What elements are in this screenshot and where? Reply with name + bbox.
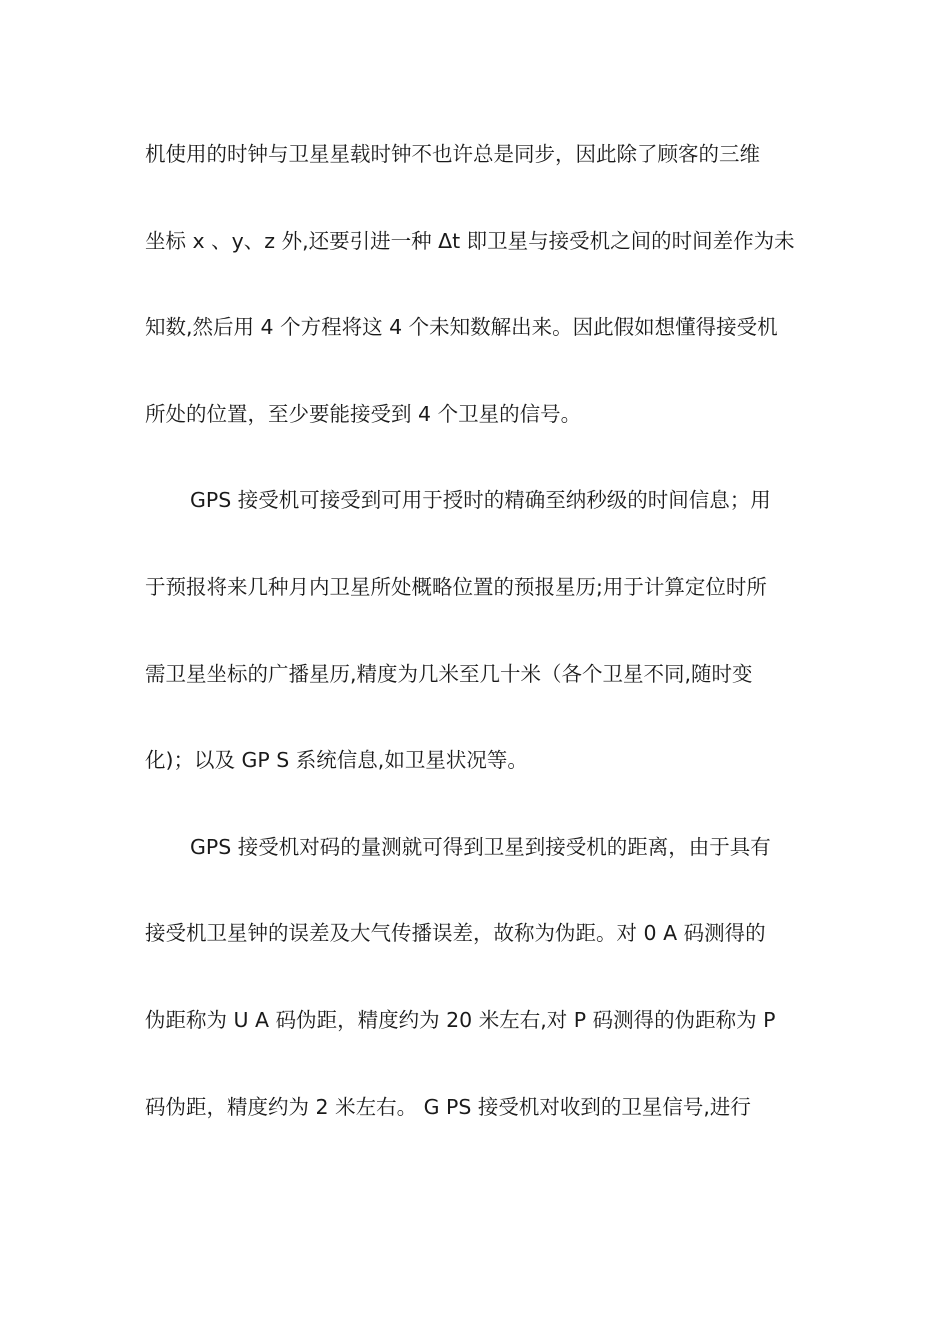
text-line: 机使用的时钟与卫星星载时钟不也许总是同步，因此除了顾客的三维 [145, 142, 760, 166]
text-line: 知数,然后用 4 个方程将这 4 个未知数解出来。因此假如想懂得接受机 [145, 315, 778, 340]
text-line: 接受机卫星钟的误差及大气传播误差，故称为伪距。对 0 A 码测得的 [145, 921, 766, 946]
text-line: 码伪距，精度约为 2 米左右。 G PS 接受机对收到的卫星信号,进行 [145, 1094, 751, 1119]
text-line: 需卫星坐标的广播星历,精度为几米至几十米（各个卫星不同,随时变 [145, 661, 753, 686]
paragraph-first-line: GPS 接受机可接受到可用于授时的精确至纳秒级的时间信息；用 [190, 488, 771, 513]
body-text [145, 133, 835, 1172]
text-line: 所处的位置，至少要能接受到 4 个卫星的信号。 [145, 401, 582, 426]
paragraph-first-line: GPS 接受机对码的量测就可得到卫星到接受机的距离，由于具有 [190, 834, 771, 859]
text-line: 伪距称为 U A 码伪距，精度约为 20 米左右,对 P 码测得的伪距称为 P [145, 1007, 776, 1032]
text-line: 化)；以及 GP S 系统信息,如卫星状况等。 [145, 748, 528, 773]
text-line: 坐标 x 、y、z 外,还要引进一种 Δt 即卫星与接受机之间的时间差作为未 [145, 228, 795, 253]
text-line: 于预报将来几种月内卫星所处概略位置的预报星历;用于计算定位时所 [145, 574, 767, 599]
